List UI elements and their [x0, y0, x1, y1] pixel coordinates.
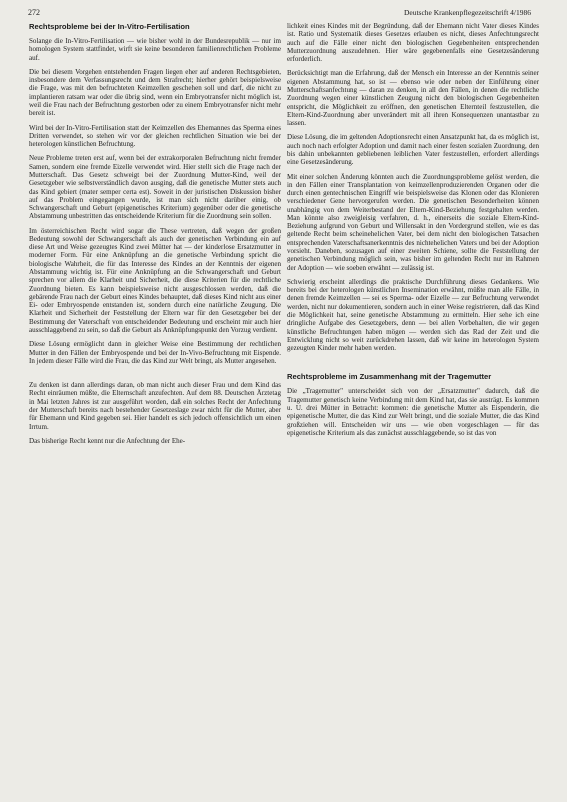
journal-header: Deutsche Krankenpflegezeitschrift 4/1986: [403, 8, 531, 17]
page-number: 272: [28, 8, 40, 17]
paragraph: Mit einer solchen Änderung könnten auch die Zuordnungsprobleme gelöst werden, die in den Fällen einer Transplantation von keimzellenproduzierenden Organen oder die durch einen gentechnischen Eingriff wie beispielsweise das Klonen oder das Klonieren verschiedener Gene hervorgerufen werden. Die genetischen Besonderheiten können unabhängig von dem Weiterbestand der Eltern-Kind-Beziehung festgehalten werden. Man könnte also zweigleisig verfahren, d. h., einerseits die soziale Eltern-Kind-Beziehung aufgrund von Geburt und Willensakt in den Vordergrund stellen, wie es das geltende Recht beim scheinehelichen Vater, bei dem nicht den biologischen Tatsachen entsprechenden Vaterschaftsanerkenntnis des nichtehelichen Vaters und bei der Adoption vorsieht. Daneben, sozusagen auf einer zweiten Schiene, sollte die Feststellung der genetischen Verbindung möglich sein, was bisher im geltenden Recht nur im Rahmen der Adoption — wie soeben erwähnt — zulässig ist.: [287, 172, 539, 272]
right-column: [287, 22, 539, 443]
paragraph: Diese Lösung, die im geltenden Adoptionsrecht einen Ansatzpunkt hat, da es möglich ist, auch noch nach erfolgter Adoption und damit nach einer festen sozialen Zuordnung, den bis dahin unbekannten gebliebenen leiblichen Vater festzustellen, erfordert allerdings eine Gesetzesänderung.: [287, 133, 539, 167]
paragraph: Zu denken ist dann allerdings daran, ob man nicht auch dieser Frau und dem Kind das Recht einräumen müßte, die Elternschaft anzufechten. Auf dem 88. Deutschen Ärztetag in Mai letzten Jahres ist zur ausgeführt worden, daß ein solches Recht der Anfechtung der Mutterschaft bereits nach bestehender Gesetzeslage zwar nicht für die Mutter, aber für Ehemann und Kind gegeben sei. Hier handelt es sich jedoch offensichtlich um einen Irrtum.: [29, 381, 281, 431]
paragraph: Wird bei der In-Vitro-Fertilisation statt der Keimzellen des Ehemannes das Sperma eines Dritten verwendet, so stehen wir vor der gleichen rechtlichen Situation wie bei der heterologen künstlichen Befruchtung.: [29, 123, 281, 149]
paragraph: Schwierig erscheint allerdings die praktische Durchführung dieses Gedankens. Wie bereits bei der heterologen künstlichen Insemination erwähnt, müßte man alle Fälle, in denen fremde Keimzellen — sei es Sperma- oder Eizelle — zur Befruchtung verwendet werden, nicht nur dokumentieren, sondern auch in einer Weise registrieren, daß das Kind die Möglichkeit hat, seine genetische Abstammung zu ermitteln. Hier sehe ich eine dringliche Aufgabe des Gesetzgebers, denn — bei allen Vorbehalten, die wir gegen künstliche Befruchtungen haben mögen — werden sich das Rad der Zeit und die Entwicklung nicht so weit zurückdrehen lassen, daß wir keine im heterologen System gezeugten Kinder mehr haben werden.: [287, 277, 539, 353]
paragraph: lichkeit eines Kindes mit der Begründung, daß der Ehemann nicht Vater dieses Kindes ist. Ratio und Systematik dieses Gesetzes erlauben es nicht, dieses Anfechtungsrecht auch auf die Fälle einer nicht den biologischen Gegebenheiten entsprechenden Mutterzuordnung auszudehnen. Hier wäre gegebenenfalls eine Gesetzesänderung erforderlich.: [287, 22, 539, 64]
left-column: [29, 22, 281, 451]
section-heading: Rechtsprobleme bei der In-Vitro-Fertilisation: [29, 22, 190, 31]
paragraph: Die „Tragemutter" unterscheidet sich von der „Ersatzmutter" dadurch, daß die Tragemutter genetisch keine Verbindung mit dem Kind hat, das sie austrägt. Es kommen u. U. drei Mütter in Betracht: kommen: die genetische Mutter als Eispenderin, die epigenetische Mutter, die das Kind zur Welt bringt, und die soziale Mutter, die das Kind großziehen will. Entscheiden wir uns — wie oben vorgeschlagen — für das epigenetische Kriterium als das zunächst ausschlaggebende, so ist das von: [287, 387, 539, 437]
paragraph: Diese Lösung ermöglicht dann in gleicher Weise eine Bestimmung der rechtlichen Mutter in den Fällen der Embryospende und bei der In-Vivo-Befruchtung mit Eispende. In jedem dieser Fälle wird die Frau, die das Kind zur Welt bringt, als Mutter angesehen.: [29, 340, 281, 365]
paragraph: Im österreichischen Recht wird sogar die These vertreten, daß wegen der großen Bedeutung sowohl der Schwangerschaft als auch der genetischen Verbindung ein auf diese Art und Weise gezeugtes Kind zwei Mütter hat — der kinderlose Ersatzmutter in moderner Form. Für eine Anknüpfung an die genetische Verbindung spricht die biologische Wahrheit, die für das Interesse des Kindes an der Kenntnis der eigenen Abstammung wichtig ist. Für eine Anknüpfung an die Schwangerschaft und Geburt sprechen vor allem die Klarheit und Sicherheit, die diese Kriterien für die rechtliche Zuordnung bieten. Es kann beispielsweise nicht ausgeschlossen werden, daß die gebärende Frau nach der Geburt eines Kindes behauptet, daß dieses Kind nicht aus einer Ei- oder Embryospende entstanden ist, sondern durch eine natürliche Zeugung. Die Klarheit und Sicherheit der Feststellung der Eltern war für den Gesetzgeber bei der Bestimmung der Vaterschaft von entscheidender Bedeutung und erscheint mir auch hier ausschlaggebend zu sein, so daß die Geburt als Anknüpfungspunkt den Vorzug verdient.: [29, 226, 281, 334]
section-heading: Rechtsprobleme im Zusammenhang mit der Tragemutter: [287, 372, 492, 382]
paragraph: Solange die In-Vitro-Fertilisation — wie bisher wohl in der Bundesrepublik — nur im homologen System stattfindet, wirft sie keine besonderen familienrechtlichen Probleme auf.: [29, 37, 281, 62]
paragraph: Neue Probleme treten erst auf, wenn bei der extrakorporalen Befruchtung nicht fremder Samen, sondern eine fremde Eizelle verwendet wird. Hier stellt sich die Frage nach der Mutterschaft. Das Gesetz schweigt bei der Zuordnung Mutter-Kind, weil der Gesetzgeber wie selbstverständlich davon ausging, daß die genetische Mutter stets auch das Kind gebiert (mater semper certa est). Soweit in der juristischen Diskussion bisher auf das Problem eingegangen wurde, ist man sich nicht darüber einig, ob Schwangerschaft und Geburt (epigenetisches Kriterium) gegenüber oder die genetische Abstammung unbestritten das entscheidende Kriterium für die Zuordnung sein sollen.: [29, 154, 281, 221]
paragraph: Die bei diesem Vorgehen entstehenden Fragen liegen eher auf anderen Rechtsgebieten, insbesondere dem Verfassungsrecht und dem Strafrecht; hierher gehört beispielsweise die Frage, was mit den befruchteten Keimzellen geschehen soll und darf, die nicht zu implantieren ratsam war oder die übrig sind, wenn ein Embryotransfer nicht möglich ist, weil die Frau nach der Befruchtung gestorben oder zu einem Embryotransfer nicht mehr bereit ist.: [29, 67, 281, 118]
paragraph: Berücksichtigt man die Erfahrung, daß der Mensch ein Interesse an der Kenntnis seiner eigenen Abstammung hat, so ist — ebenso wie oder neben der Einführung einer Mutterschaftsanfechtung — daran zu denken, in all den Fällen, in denen die rechtliche Zuordnung wegen einer künstlichen Zeugung nicht den biologischen Gegebenheiten entspricht, die Möglichkeit zu eröffnen, den genetischen Elternteil festzustellen, die Eltern-Kind-Zuordnung aber unverändert mit all ihren Konsequenzen unantastbar zu lassen.: [287, 69, 539, 128]
paragraph: Das bisherige Recht kennt nur die Anfechtung der Ehe-: [29, 436, 186, 445]
